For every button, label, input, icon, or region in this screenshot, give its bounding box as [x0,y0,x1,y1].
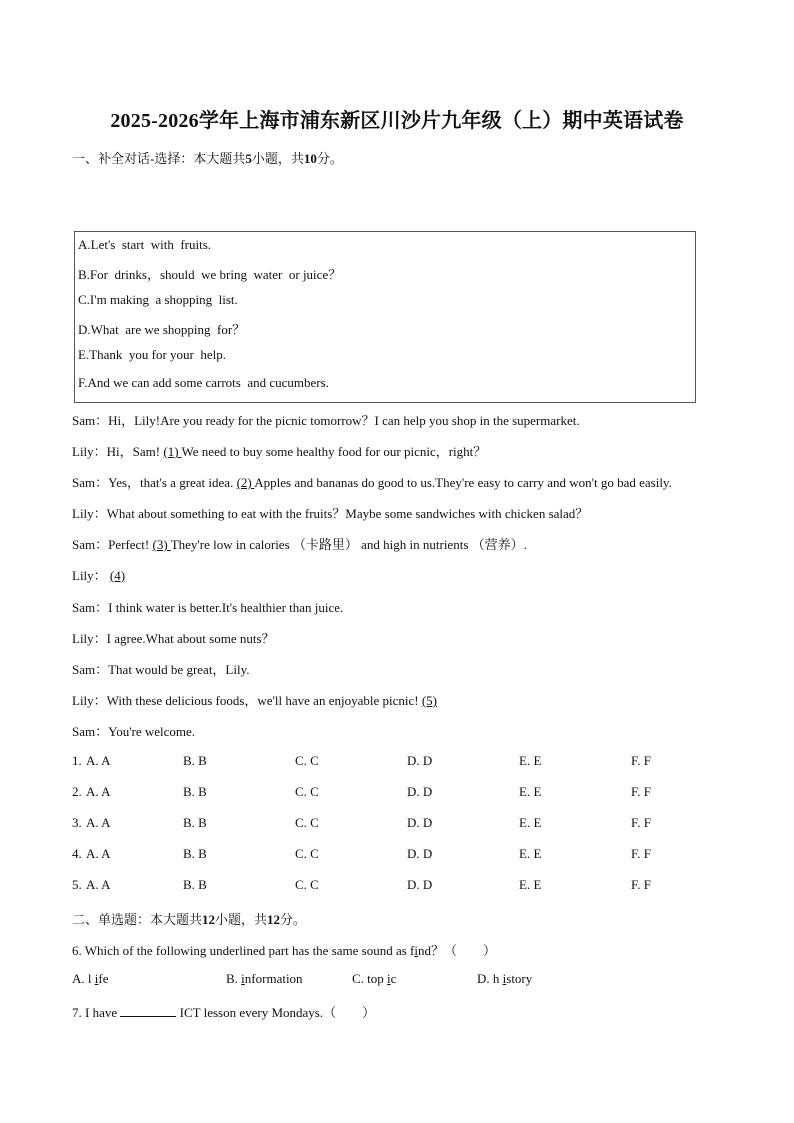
q6-option-c[interactable]: C. top ic [352,971,397,986]
dialogue-line: Sam：Perfect! (3) They're low in calories （卡路里） and high in nutrients （营养）. [72,537,527,552]
choice-option[interactable]: A. A [86,784,111,799]
choice-option[interactable]: C. C [295,753,319,768]
question-6: 6. Which of the following underlined part has the same sound as find？（ ） [72,943,497,958]
choice-option[interactable]: F. F [631,784,651,799]
dialogue-line: Lily：What about something to eat with the fruits？Maybe some sandwiches with chicken salad？ [72,506,589,521]
choice-option[interactable]: C. C [295,846,319,861]
question-3-options: 3. A. A B. B C. C D. D E. E F. F [72,815,651,830]
section-1-heading: 一、补全对话-选择：本大题共5小题，共10分。 [72,151,343,166]
blank-2: (2) [236,475,255,490]
question-7: 7. I have ICT lesson every Mondays.（ ） [72,1005,376,1020]
page-title: 2025-2026学年上海市浦东新区川沙片九年级（上）期中英语试卷 [110,110,684,132]
choice-option[interactable]: C. C [295,784,319,799]
choice-option[interactable]: D. D [407,815,433,830]
blank-4: (4) [109,568,126,583]
dialogue-line: Sam：I think water is better.It's healthier than juice. [72,600,344,615]
blank-3: (3) [152,537,171,552]
choice-option[interactable]: D. D [407,753,433,768]
q6-option-b[interactable]: B. information [226,971,303,986]
choice-option[interactable]: D. D [407,846,433,861]
option-c: C.I'm making a shopping list. [78,292,238,307]
dialogue-line: Sam：Hi，Lily!Are you ready for the picnic tomorrow？I can help you shop in the supermarket. [72,413,580,428]
q6-option-d[interactable]: D. h istory [477,971,533,986]
choice-option[interactable]: D. D [407,877,433,892]
question-4-options: 4. A. A B. B C. C D. D E. E F. F [72,846,651,861]
choice-option[interactable]: F. F [631,846,651,861]
choice-option[interactable]: F. F [631,815,651,830]
answer-blank[interactable] [120,1005,176,1017]
q6-option-a[interactable]: A. l ife [72,971,109,986]
choice-option[interactable]: C. C [295,815,319,830]
choice-option[interactable]: E. E [519,784,542,799]
choice-option[interactable]: A. A [86,815,111,830]
dialogue-line: Lily： (4) [72,568,126,583]
choice-option[interactable]: B. B [183,877,207,892]
dialogue-line: Sam：That would be great，Lily. [72,662,250,677]
dialogue-line: Lily：I agree.What about some nuts？ [72,631,275,646]
choice-option[interactable]: D. D [407,784,433,799]
choice-option[interactable]: C. C [295,877,319,892]
choice-option[interactable]: F. F [631,753,651,768]
choice-option[interactable]: F. F [631,877,651,892]
choice-option[interactable]: A. A [86,846,111,861]
choice-option[interactable]: A. A [86,877,111,892]
option-b: B.For drinks，should we bring water or juice？ [78,267,342,282]
question-5-options: 5. A. A B. B C. C D. D E. E F. F [72,877,651,892]
choice-option[interactable]: E. E [519,815,542,830]
options-box [74,231,696,403]
dialogue-line: Lily：Hi，Sam! (1) We need to buy some healthy food for our picnic，right？ [72,444,487,459]
choice-option[interactable]: B. B [183,784,207,799]
question-6-options [72,971,712,987]
choice-option[interactable]: A. A [86,753,111,768]
choice-option[interactable]: B. B [183,815,207,830]
option-d: D.What are we shopping for？ [78,322,246,337]
choice-option[interactable]: E. E [519,846,542,861]
choice-option[interactable]: E. E [519,753,542,768]
choice-option[interactable]: B. B [183,846,207,861]
blank-1: (1) [163,444,182,459]
dialogue-line: Sam：You're welcome. [72,724,196,739]
question-1-options: 1. A. A B. B C. C D. D E. E F. F [72,753,651,768]
option-e: E.Thank you for your help. [78,347,227,362]
dialogue-line: Lily：With these delicious foods，we'll have an enjoyable picnic! (5) [72,693,438,708]
section-2-heading: 二、单选题：本大题共12小题，共12分。 [72,912,307,927]
question-2-options: 2. A. A B. B C. C D. D E. E F. F [72,784,651,799]
choice-option[interactable]: B. B [183,753,207,768]
choice-option[interactable]: E. E [519,877,542,892]
option-a: A.Let's start with fruits. [78,237,212,252]
dialogue-line: Sam：Yes，that's a great idea. (2) Apples and bananas do good to us.They're easy to carry and won't go bad easily. [72,475,672,490]
option-f: F.And we can add some carrots and cucumbers. [78,375,329,390]
blank-5: (5) [421,693,438,708]
